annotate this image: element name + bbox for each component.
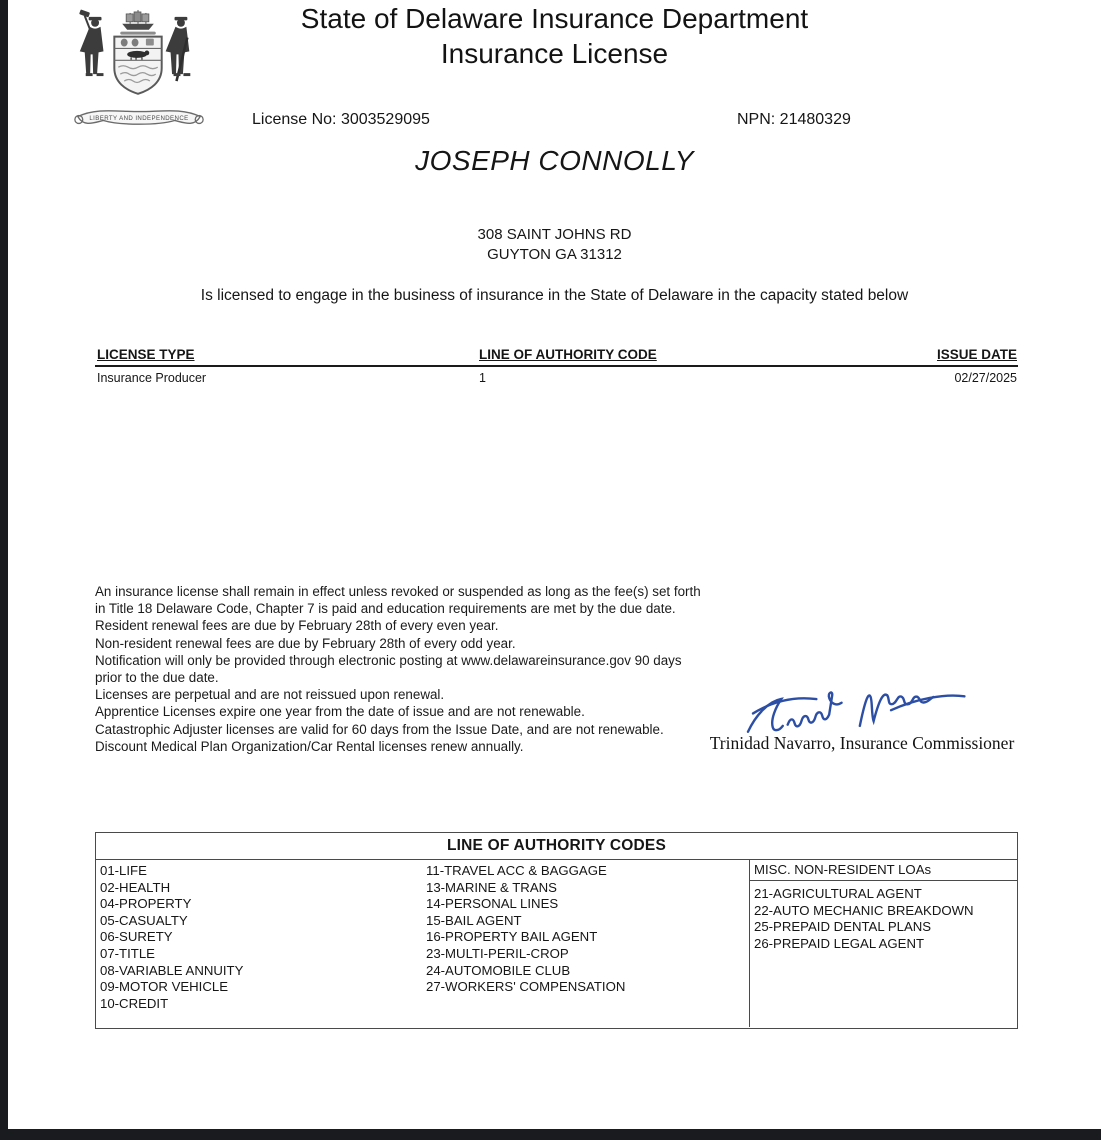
loa-item: 04-PROPERTY: [100, 896, 192, 912]
notice-line: An insurance license shall remain in effect unless revoked or suspended as long as the fee(s) set forth in Title 18 Delaware Code, Chapter 7 is paid and education requirements are met by the due date.: [95, 584, 701, 617]
loa-item: 27-WORKERS' COMPENSATION: [426, 979, 626, 995]
license-notices: [95, 583, 711, 755]
loa-item: 14-PERSONAL LINES: [426, 896, 559, 912]
loa-item: 09-MOTOR VEHICLE: [100, 979, 228, 995]
license-number: License No: 3003529095: [252, 111, 430, 128]
document-title-line2: Insurance License: [440, 38, 669, 69]
notice-line: Apprentice Licenses expire one year from the date of issue and are not renewable.: [95, 704, 585, 720]
document-title-line1: State of Delaware Insurance Department: [300, 3, 809, 34]
loa-item: 01-LIFE: [100, 863, 147, 878]
loa-item: 15-BAIL AGENT: [426, 912, 522, 928]
cell-issue-date: 02/27/2025: [954, 371, 1017, 385]
npn-number: NPN: 21480329: [737, 111, 851, 128]
seal-motto-text: LIBERTY AND INDEPENDENCE: [89, 114, 189, 122]
notice-line: Notification will only be provided through electronic posting at www.delawareinsurance.gov 90 days prior to the due date.: [95, 652, 682, 686]
loa-item: 23-MULTI-PERIL-CROP: [426, 945, 569, 961]
loa-item: 16-PROPERTY BAIL AGENT: [426, 929, 598, 945]
header-issue-date: ISSUE DATE: [936, 347, 1017, 362]
loa-item: 26-PREPAID LEGAL AGENT: [754, 935, 925, 951]
loa-codes-title: LINE OF AUTHORITY CODES: [96, 833, 1017, 860]
loa-item: 22-AUTO MECHANIC BREAKDOWN: [754, 902, 974, 918]
capacity-statement: Is licensed to engage in the business of insurance in the State of Delaware in the capacity stated below: [200, 287, 909, 304]
loa-item: 02-HEALTH: [100, 879, 171, 895]
notice-line: Catastrophic Adjuster licenses are valid for 60 days from the Issue Date, and are not renewable.: [95, 721, 664, 737]
commissioner-caption: Trinidad Navarro, Insurance Commissioner: [709, 733, 1015, 753]
loa-misc-header: MISC. NON-RESIDENT LOAs: [750, 860, 1017, 881]
license-document-page: [8, 0, 1101, 1129]
loa-item: 11-TRAVEL ACC & BAGGAGE: [426, 863, 607, 878]
loa-item: 25-PREPAID DENTAL PLANS: [754, 919, 932, 935]
loa-item: 08-VARIABLE ANNUITY: [100, 962, 244, 978]
loa-column-2: [426, 863, 625, 996]
loa-item: 06-SURETY: [100, 929, 173, 945]
cell-loa-code: 1: [479, 371, 486, 385]
loa-item: 13-MARINE & TRANS: [426, 879, 557, 895]
loa-codes-table: [95, 832, 1018, 1029]
cell-license-type: Insurance Producer: [97, 371, 207, 385]
loa-item: 24-AUTOMOBILE CLUB: [426, 962, 571, 978]
loa-item: 05-CASUALTY: [100, 912, 188, 928]
commissioner-signature: [741, 684, 973, 736]
header-license-type: LICENSE TYPE: [97, 347, 195, 362]
loa-column-3: [749, 860, 1017, 1027]
licensee-address: [8, 225, 1101, 265]
loa-column-1: [100, 863, 243, 1012]
loa-item: 10-CREDIT: [100, 995, 169, 1011]
license-detail-table: [95, 347, 1018, 389]
address-line1: 308 SAINT JOHNS RD: [477, 226, 632, 243]
document-title: [8, 1, 1101, 71]
address-line2: GUYTON GA 31312: [487, 246, 622, 263]
loa-misc-items: [750, 886, 1017, 952]
license-table-row: [95, 371, 1018, 389]
loa-codes-body: [96, 860, 1017, 1027]
notice-line: Discount Medical Plan Organization/Car Rental licenses renew annually.: [95, 738, 524, 754]
licensee-name: JOSEPH CONNOLLY: [415, 145, 694, 176]
license-table-header-row: [95, 347, 1018, 367]
notice-line: Resident renewal fees are due by February 28th of every even year.: [95, 618, 499, 634]
header-loa-code: LINE OF AUTHORITY CODE: [479, 347, 657, 362]
notice-line: Non-resident renewal fees are due by February 28th of every odd year.: [95, 635, 516, 651]
loa-item: 21-AGRICULTURAL AGENT: [754, 886, 922, 901]
notice-line: Licenses are perpetual and are not reissued upon renewal.: [95, 687, 445, 703]
loa-item: 07-TITLE: [100, 945, 155, 961]
license-npn-row: [8, 111, 1101, 131]
